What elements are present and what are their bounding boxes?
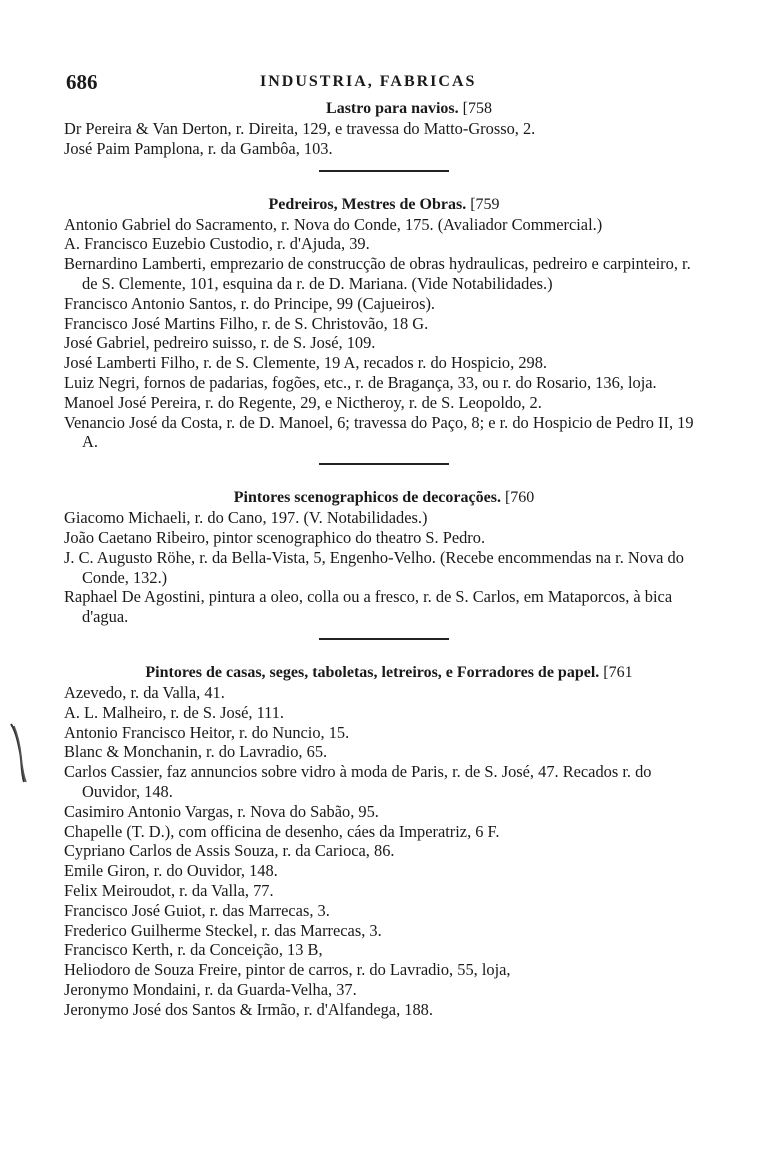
list-item: Francisco Kerth, r. da Conceição, 13 B, xyxy=(64,940,323,960)
list-item: José Gabriel, pedreiro suisso, r. de S. José, 109. xyxy=(64,333,376,353)
running-title: INDUSTRIA, FABRICAS xyxy=(260,73,477,90)
list-item: J. C. Augusto Röhe, r. da Bella-Vista, 5, Engenho-Velho. (Recebe encommendas na r. Nova do Conde, 132.) xyxy=(64,547,684,587)
list-item: José Lamberti Filho, r. de S. Clemente, 19 A, recados r. do Hospicio, 298. xyxy=(64,353,548,373)
section-title: Lastro para navios. xyxy=(326,100,459,117)
list-item: A. Francisco Euzebio Custodio, r. d'Ajuda, 39. xyxy=(64,234,370,254)
section-pedreiros xyxy=(64,194,704,453)
list-item: Emile Giron, r. do Ouvidor, 148. xyxy=(64,861,278,881)
section-heading xyxy=(64,487,704,508)
list-item: José Paim Pamplona, r. da Gambôa, 103. xyxy=(64,138,333,158)
list-item: Antonio Francisco Heitor, r. do Nuncio, 15. xyxy=(64,722,350,742)
list-item: Francisco José Guiot, r. das Marrecas, 3. xyxy=(64,900,330,920)
binding-thread-mark xyxy=(8,722,28,784)
section-number: [761 xyxy=(603,663,633,681)
section-title: Pintores scenographicos de decorações. xyxy=(233,489,501,507)
section-heading xyxy=(114,98,704,119)
section-title: Pedreiros, Mestres de Obras. xyxy=(268,195,467,213)
list-item: Venancio José da Costa, r. de D. Manoel, 6; travessa do Paço, 8; e r. do Hospicio de Pedro II, 19 A. xyxy=(64,412,694,452)
list-item: Heliodoro de Souza Freire, pintor de carros, r. do Lavradio, 55, loja, xyxy=(64,960,511,980)
section-pintores-scenographicos xyxy=(64,487,704,627)
list-item: Cypriano Carlos de Assis Souza, r. da Carioca, 86. xyxy=(64,841,395,861)
section-heading xyxy=(74,662,704,683)
list-item: Luiz Negri, fornos de padarias, fogões, etc., r. de Bragança, 33, ou r. do Rosario, 136, loja. xyxy=(64,372,657,392)
list-item: Casimiro Antonio Vargas, r. Nova do Sabão, 95. xyxy=(64,801,379,821)
list-item: Francisco José Martins Filho, r. de S. Christovão, 18 G. xyxy=(64,313,429,333)
list-item: Chapelle (T. D.), com officina de desenho, cáes da Imperatriz, 6 F. xyxy=(64,821,500,841)
list-item: Giacomo Michaeli, r. do Cano, 197. (V. Notabilidades.) xyxy=(64,508,428,528)
list-item: Jeronymo José dos Santos & Irmão, r. d'Alfandega, 188. xyxy=(64,999,433,1019)
list-item: Blanc & Monchanin, r. do Lavradio, 65. xyxy=(64,742,328,762)
section-number: [758 xyxy=(462,100,492,117)
list-item: Antonio Gabriel do Sacramento, r. Nova do Conde, 175. (Avaliador Commercial.) xyxy=(64,214,603,234)
list-item: Bernardino Lamberti, emprezario de construcção de obras hydraulicas, pedreiro e carpinteiro, r. de S. Clemente, 101, esquina da r. de D. Mariana. (Vide Notabilidades.) xyxy=(64,254,691,293)
list-item: Frederico Guilherme Steckel, r. das Marrecas, 3. xyxy=(64,920,382,940)
section-title: Pintores de casas, seges, taboletas, letreiros, e Forradores de papel. xyxy=(145,663,600,681)
list-item: Azevedo, r. da Valla, 41. xyxy=(64,682,225,702)
list-item: Manoel José Pereira, r. do Regente, 29, e Nictheroy, r. de S. Leopoldo, 2. xyxy=(64,392,542,412)
page-number: 686 xyxy=(66,70,98,94)
directory-page xyxy=(64,70,704,1019)
list-item: Dr Pereira & Van Derton, r. Direita, 129, e travessa do Matto-Grosso, 2. xyxy=(64,119,536,138)
list-item: João Caetano Ribeiro, pintor scenographico do theatro S. Pedro. xyxy=(64,527,486,547)
section-divider xyxy=(319,638,449,640)
section-lastro xyxy=(64,98,704,159)
section-number: [760 xyxy=(504,489,535,507)
list-item: Jeronymo Mondaini, r. da Guarda-Velha, 37. xyxy=(64,979,357,999)
section-heading xyxy=(64,194,704,215)
section-pintores-casas xyxy=(64,662,704,1020)
list-item: Francisco Antonio Santos, r. do Principe, 99 (Cajueiros). xyxy=(64,293,436,313)
section-divider xyxy=(319,170,449,172)
running-header xyxy=(64,70,704,96)
section-divider xyxy=(319,463,449,465)
list-item: Felix Meiroudot, r. da Valla, 77. xyxy=(64,880,274,900)
list-item: Raphael De Agostini, pintura a oleo, colla ou a fresco, r. de S. Carlos, em Mataporcos, à bica d'agua. xyxy=(64,587,673,627)
list-item: Carlos Cassier, faz annuncios sobre vidro à moda de Paris, r. de S. José, 47. Recados r. do Ouvidor, 148. xyxy=(64,762,652,801)
list-item: A. L. Malheiro, r. de S. José, 111. xyxy=(64,702,285,722)
section-number: [759 xyxy=(470,195,500,213)
